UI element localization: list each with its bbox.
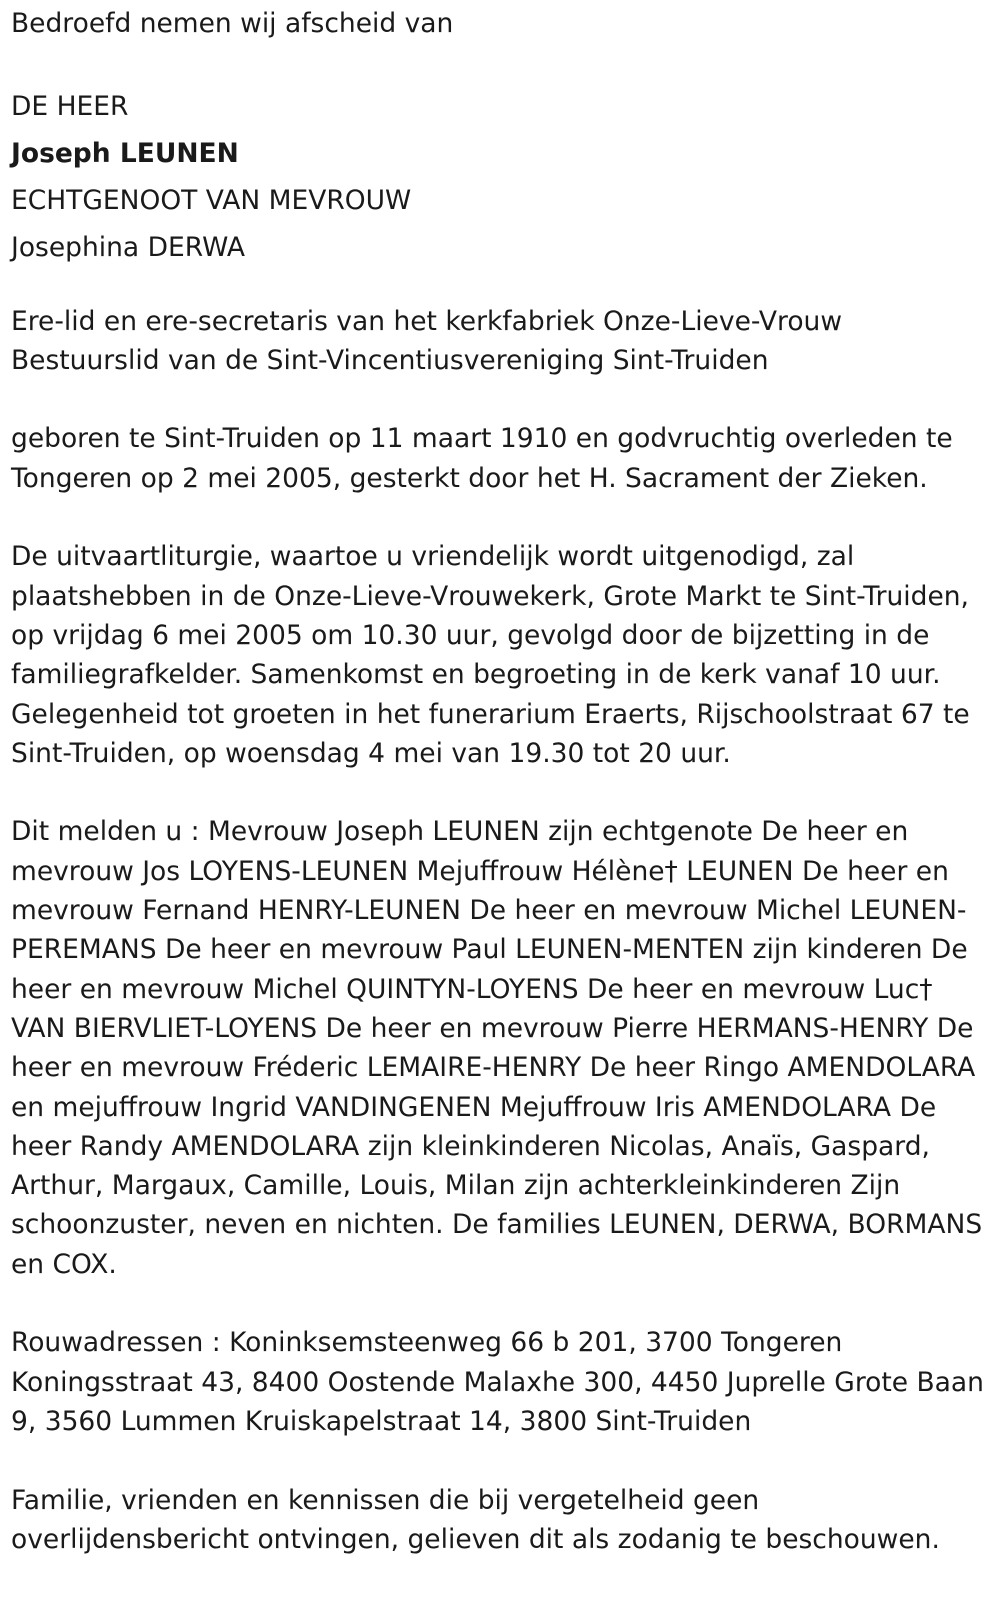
paragraph-line: en mejuffrouw Ingrid VANDINGENEN Mejuffrouw Iris AMENDOLARA De bbox=[11, 1091, 937, 1123]
spacer bbox=[11, 271, 993, 302]
paragraph-line: op vrijdag 6 mei 2005 om 10.30 uur, gevolgd door de bijzetting in de bbox=[11, 619, 930, 651]
paragraph-line: VAN BIERVLIET-LOYENS De heer en mevrouw Pierre HERMANS-HENRY De bbox=[11, 1012, 974, 1044]
paragraph-line: Dit melden u : Mevrouw Joseph LEUNEN zijn echtgenote De heer en bbox=[11, 816, 909, 848]
paragraph-line: en COX. bbox=[11, 1248, 117, 1280]
paragraph-line: heer en mevrouw Fréderic LEMAIRE-HENRY De heer Ringo AMENDOLARA bbox=[11, 1052, 976, 1084]
paragraph-line: PEREMANS De heer en mevrouw Paul LEUNEN-MENTEN zijn kinderen De bbox=[11, 934, 968, 966]
intro-text: Bedroefd nemen wij afscheid van bbox=[11, 8, 454, 39]
announcement-paragraph bbox=[11, 812, 993, 1284]
paragraph-line: mevrouw Jos LOYENS-LEUNEN Mejuffrouw Hélène† LEUNEN De heer en bbox=[11, 855, 949, 887]
paragraph-line: plaatshebben in de Onze-Lieve-Vrouwekerk, Grote Markt te Sint-Truiden, bbox=[11, 580, 969, 612]
spacer bbox=[11, 1441, 993, 1480]
spacer bbox=[11, 498, 993, 537]
paragraph-line: Familie, vrienden en kennissen die bij vergetelheid geen bbox=[11, 1484, 760, 1516]
paragraph-line: heer en mevrouw Michel QUINTYN-LOYENS De heer en mevrouw Luc† bbox=[11, 973, 933, 1005]
spacer bbox=[11, 43, 993, 82]
paragraph-line: Koningsstraat 43, 8400 Oostende Malaxhe 300, 4450 Juprelle Grote Baan bbox=[11, 1366, 984, 1398]
paragraph-line: De uitvaartliturgie, waartoe u vriendelijk wordt uitgenodigd, zal bbox=[11, 541, 855, 573]
paragraph-line: heer Randy AMENDOLARA zijn kleinkinderen Nicolas, Anaïs, Gaspard, bbox=[11, 1130, 930, 1162]
honorific: DE HEER bbox=[11, 90, 129, 122]
functions-paragraph bbox=[11, 302, 993, 381]
paragraph-line: Sint-Truiden, op woensdag 4 mei van 19.30 tot 20 uur. bbox=[11, 737, 731, 769]
obituary-document bbox=[11, 4, 993, 1559]
paragraph-line: mevrouw Fernand HENRY-LEUNEN De heer en mevrouw Michel LEUNEN- bbox=[11, 895, 967, 927]
paragraph-line: geboren te Sint-Truiden op 11 maart 1910 en godvruchtig overleden te bbox=[11, 423, 953, 455]
closing-paragraph bbox=[11, 1481, 993, 1560]
paragraph-line: Tongeren op 2 mei 2005, gesterkt door het H. Sacrament der Zieken. bbox=[11, 462, 928, 494]
spacer bbox=[11, 1284, 993, 1323]
paragraph-line: 9, 3560 Lummen Kruiskapelstraat 14, 3800 Sint-Truiden bbox=[11, 1405, 752, 1437]
birth-death-paragraph bbox=[11, 419, 993, 498]
addresses-paragraph bbox=[11, 1323, 993, 1441]
relation-text: ECHTGENOOT VAN MEVROUW bbox=[11, 184, 412, 216]
paragraph-line: Rouwadressen : Koninksemsteenweg 66 b 201, 3700 Tongeren bbox=[11, 1327, 843, 1359]
spacer bbox=[11, 380, 993, 419]
funeral-paragraph bbox=[11, 537, 993, 773]
deceased-name: Joseph LEUNEN bbox=[11, 137, 239, 169]
paragraph-line: Gelegenheid tot groeten in het funerarium Eraerts, Rijschoolstraat 67 te bbox=[11, 698, 970, 730]
paragraph-line: Arthur, Margaux, Camille, Louis, Milan zijn achterkleinkinderen Zijn bbox=[11, 1170, 901, 1202]
paragraph-line: familiegrafkelder. Samenkomst en begroeting in de kerk vanaf 10 uur. bbox=[11, 659, 941, 691]
paragraph-line: schoonzuster, neven en nichten. De families LEUNEN, DERWA, BORMANS bbox=[11, 1209, 983, 1241]
paragraph-line: Bestuurslid van de Sint-Vincentiusvereniging Sint-Truiden bbox=[11, 344, 769, 376]
paragraph-line: overlijdensbericht ontvingen, gelieven dit als zodanig te beschouwen. bbox=[11, 1523, 940, 1555]
spouse-name: Josephina DERWA bbox=[11, 231, 245, 263]
paragraph-line: Ere-lid en ere-secretaris van het kerkfabriek Onze-Lieve-Vrouw bbox=[11, 305, 843, 337]
spacer bbox=[11, 773, 993, 812]
